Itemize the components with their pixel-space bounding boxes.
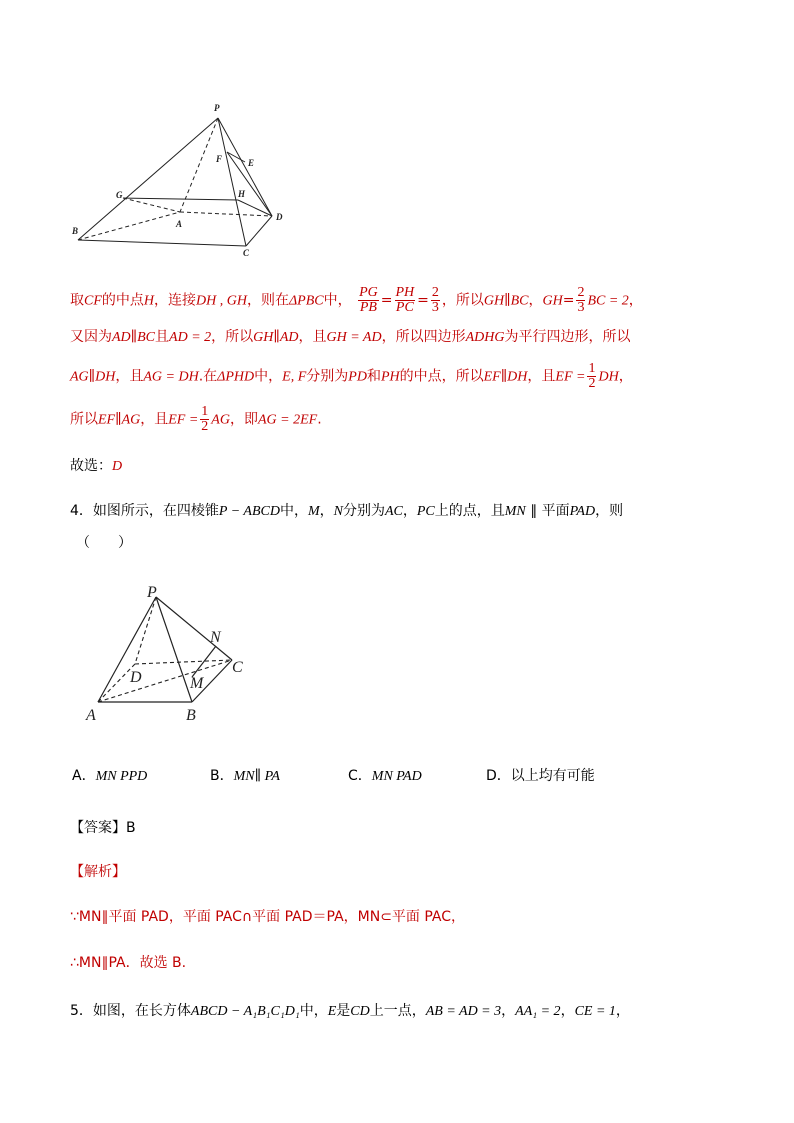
fraction-two-thirds: $\frac{2}{3}$: [431, 285, 439, 315]
question-5-stem: 5．如图，在长方体ABCD − A₁B₁C₁D₁中，E是CD上一点，AB = AD = 3，AA₁ = 2，CE = 1，: [70, 1003, 630, 1019]
solution-line-1: 取CF的中点H，连接DH , GH，则在ΔPBC中， $\frac{PG}{PB}$ = $\frac{PH}{PC}$ = $\frac{2}{3}$ ，所以GH∥BC，GH= $\frac{2}{3}$ BC = 2，: [70, 285, 643, 315]
label-A: A: [176, 219, 183, 229]
fraction-pg-pb: $\frac{PG}{PB}$: [359, 285, 378, 315]
label-H: H: [238, 189, 246, 199]
analysis-line-1: ∵MN∥平面 PAD，平面 PAC∩平面 PAD＝PA，MN⊂平面 PAC，: [70, 909, 466, 925]
option-d[interactable]: D．以上均有可能: [486, 768, 595, 784]
label-P: P: [214, 103, 220, 113]
label-C-2: C: [232, 659, 243, 676]
answer-line-4: 【答案】B: [70, 820, 136, 836]
label-D-2: D: [130, 669, 142, 686]
label-F: F: [216, 154, 223, 164]
solution-line-2: 又因为AD∥BC且AD = 2，所以GH∥AD，且GH = AD，所以四边形ADHG为平行四边形，所以: [70, 329, 631, 345]
label-N-2: N: [210, 629, 221, 646]
fraction-ph-pc: $\frac{PH}{PC}$: [395, 285, 415, 315]
question-4-paren: （ ）: [76, 535, 132, 551]
label-P-2: P: [147, 584, 157, 601]
option-b[interactable]: B．MN∥ PA: [210, 768, 280, 784]
analysis-heading: 【解析】: [70, 864, 126, 880]
answer-line-3: 故选：D: [70, 458, 123, 474]
fraction-one-half-b: $\frac{1}{2}$: [201, 404, 209, 434]
fraction-two-thirds-b: $\frac{2}{3}$: [577, 285, 585, 315]
analysis-line-2: ∴MN∥PA．故选 B.: [70, 955, 187, 971]
label-A-2: A: [86, 707, 96, 724]
pyramid-figure-1: [70, 100, 290, 260]
question-4-stem: 4．如图所示，在四棱锥P − ABCD中，M，N分别为AC，PC上的点，且MN ∥ 平面PAD，则: [70, 503, 624, 519]
solution-line-4: 所以EF∥AG，且EF = $\frac{1}{2}$ AG，即AG = 2EF.: [70, 404, 322, 434]
solution-line-3: AG∥DH，且AG = DH.在ΔPHD中，E, F分别为PD和PH的中点，所以EF∥DH，且EF = $\frac{1}{2}$ DH，: [70, 361, 633, 391]
label-B-2: B: [186, 707, 196, 724]
label-D: D: [276, 212, 283, 222]
pyramid-figure-2: [80, 582, 260, 727]
label-M-2: M: [190, 675, 204, 692]
option-c[interactable]: C．MN PAD: [348, 768, 422, 784]
label-G: G: [116, 190, 123, 200]
label-C: C: [243, 248, 250, 258]
fraction-one-half: $\frac{1}{2}$: [588, 361, 596, 391]
option-a[interactable]: A．MN PPD: [72, 768, 148, 784]
label-E: E: [248, 158, 255, 168]
label-B: B: [72, 226, 79, 236]
